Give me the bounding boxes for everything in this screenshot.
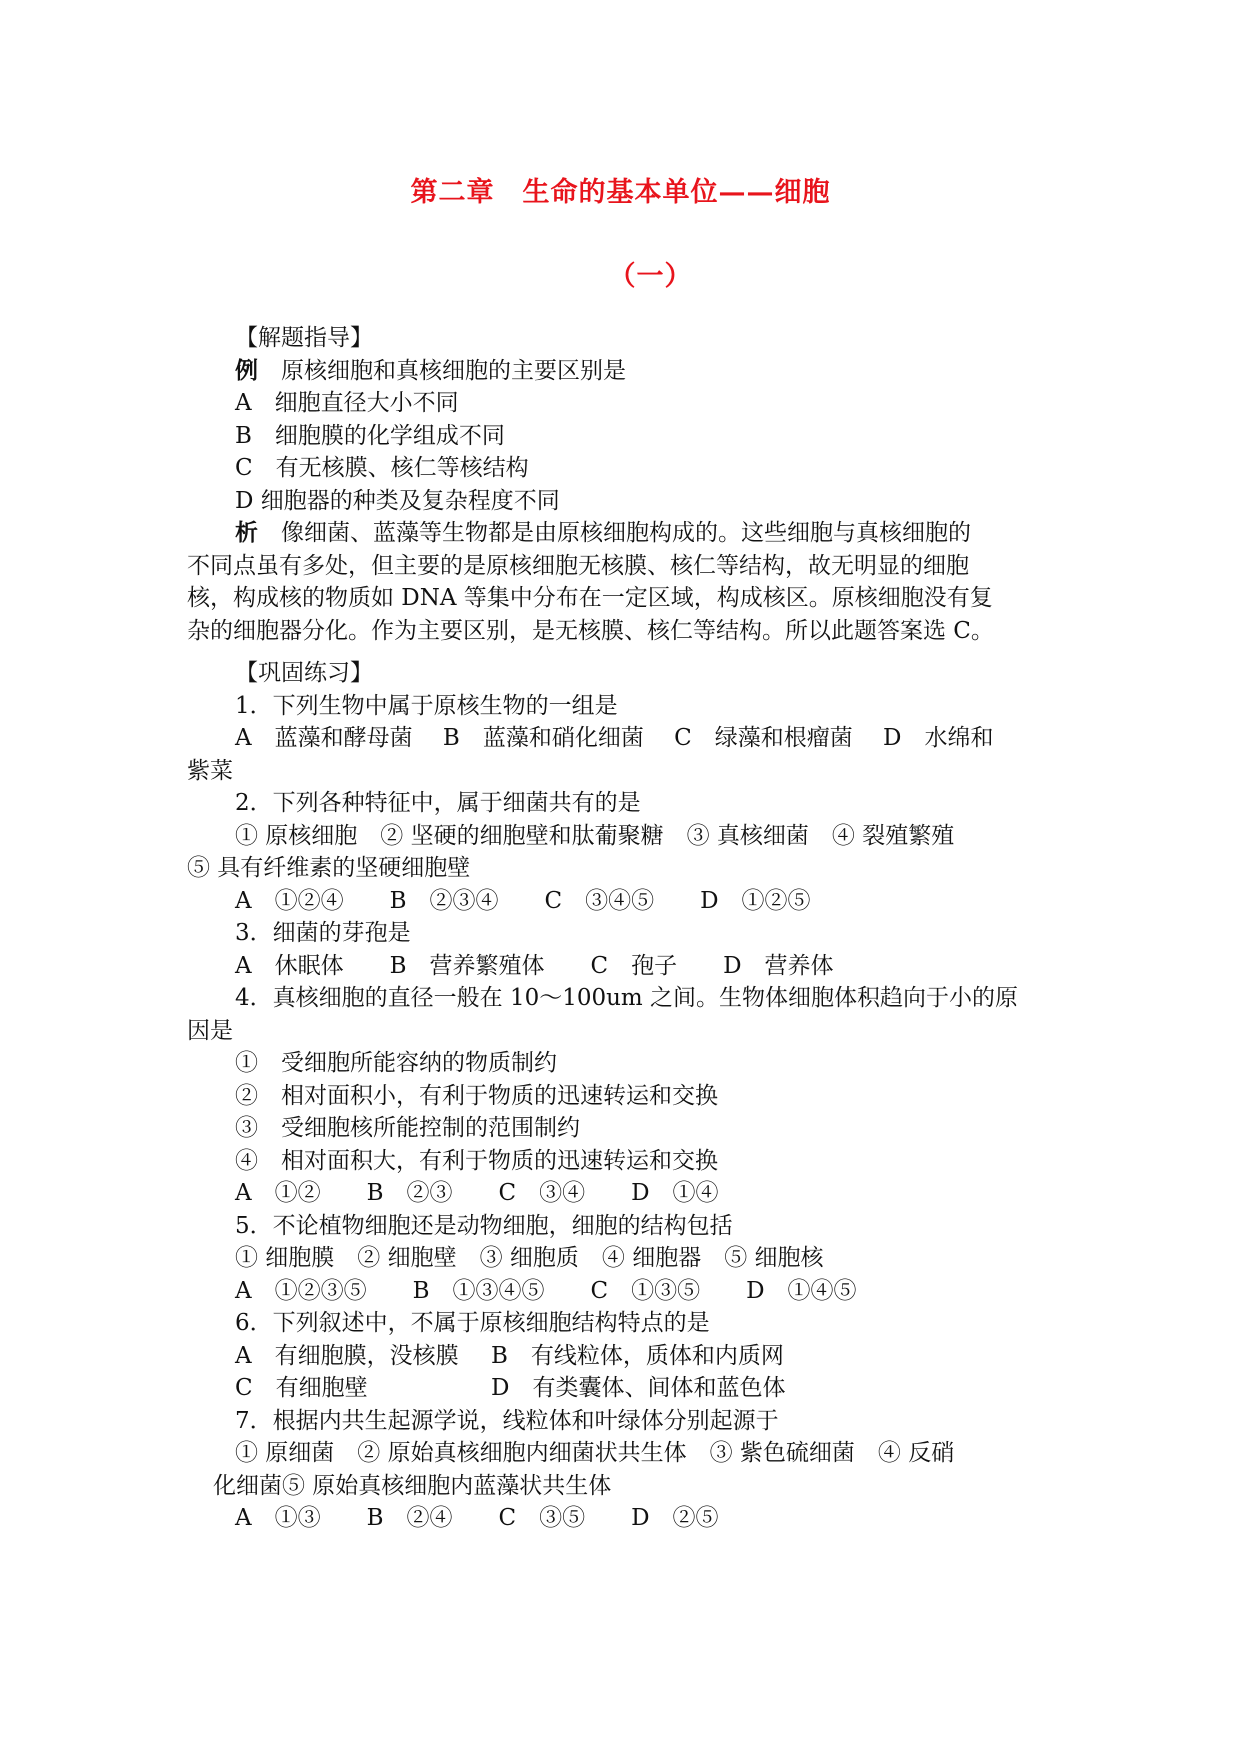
q3-options: A 休眠体 B 营养繁殖体 C 孢子 D 营养体 <box>235 952 834 979</box>
example-option-c: C 有无核膜、核仁等核结构 <box>235 455 529 481</box>
q6-option-c: C 有细胞壁 <box>235 1375 368 1401</box>
document-body <box>187 322 1047 1535</box>
q6-option-b: B 有线粒体，质体和内质网 <box>491 1342 784 1369</box>
example-option-a: A 细胞直径大小不同 <box>235 390 459 416</box>
q2-items-wrap: ⑤ 具有纤维素的坚硬细胞壁 <box>187 855 471 881</box>
q4-item-3: ③ 受细胞核所能控制的范围制约 <box>235 1115 580 1141</box>
q6-option-d: D 有类囊体、间体和蓝色体 <box>491 1375 786 1401</box>
q7-items-wrap: 化细菌⑤ 原始真核细胞内蓝藻状共生体 <box>213 1472 612 1499</box>
practice-heading: 【巩固练习】 <box>235 660 373 686</box>
q7-stem: 7．根据内共生起源学说，线粒体和叶绿体分别起源于 <box>235 1407 779 1434</box>
q6-stem: 6．下列叙述中，不属于原核细胞结构特点的是 <box>235 1310 710 1336</box>
q7-options: A ①③ B ②④ C ③⑤ D ②⑤ <box>235 1505 719 1531</box>
analysis-label: 析 <box>235 519 258 546</box>
q5-stem: 5．不论植物细胞还是动物细胞，细胞的结构包括 <box>235 1212 733 1239</box>
q4-options: A ①② B ②③ C ③④ D ①④ <box>235 1180 719 1206</box>
q2-items: ① 原核细胞 ② 坚硬的细胞壁和肽葡聚糖 ③ 真核细菌 ④ 裂殖繁殖 <box>235 822 955 849</box>
q4-item-1: ① 受细胞所能容纳的物质制约 <box>235 1050 557 1076</box>
example-question-text: 原核细胞和真核细胞的主要区别是 <box>281 357 626 384</box>
q1-stem: 1．下列生物中属于原核生物的一组是 <box>235 692 618 719</box>
example-question <box>187 355 1047 388</box>
q7-items: ① 原细菌 ② 原始真核细胞内细菌状共生体 ③ 紫色硫细菌 ④ 反硝 <box>235 1440 955 1466</box>
example-option-d: D 细胞器的种类及复杂程度不同 <box>235 487 560 514</box>
q4-stem: 4．真核细胞的直径一般在 10～100um 之间。生物体细胞体积趋向于小的原 <box>235 985 1019 1011</box>
q3-stem: 3．细菌的芽孢是 <box>235 920 411 946</box>
analysis-line-4: 杂的细胞器分化。作为主要区别，是无核膜、核仁等结构。所以此题答案选 C。 <box>187 617 994 644</box>
analysis-line-1 <box>187 517 1047 550</box>
q6-option-a: A 有细胞膜，没核膜 <box>235 1342 459 1369</box>
q6-options-ab <box>187 1340 1047 1373</box>
q2-stem: 2．下列各种特征中，属于细菌共有的是 <box>235 790 641 816</box>
q4-stem-wrap: 因是 <box>187 1017 233 1044</box>
q1-options-wrap: 紫菜 <box>187 757 233 784</box>
analysis-line-3: 核，构成核的物质如 DNA 等集中分布在一定区域，构成核区。原核细胞没有复 <box>187 585 993 611</box>
example-option-b: B 细胞膜的化学组成不同 <box>235 422 505 449</box>
q2-options: A ①②④ B ②③④ C ③④⑤ D ①②⑤ <box>235 887 811 914</box>
chapter-title: 第二章 生命的基本单位——细胞 <box>410 177 831 208</box>
q5-options: A ①②③⑤ B ①③④⑤ C ①③⑤ D ①④⑤ <box>235 1277 857 1304</box>
analysis-text-1: 像细菌、蓝藻等生物都是由原核细胞构成的。这些细胞与真核细胞的 <box>281 520 971 546</box>
q6-options-cd <box>187 1372 1047 1405</box>
q4-item-4: ④ 相对面积大，有利于物质的迅速转运和交换 <box>235 1147 718 1174</box>
example-label: 例 <box>235 356 258 384</box>
analysis-line-2: 不同点虽有多处，但主要的是原核细胞无核膜、核仁等结构，故无明显的细胞 <box>187 552 969 579</box>
section-subtitle: （一） <box>608 261 693 292</box>
guide-heading: 【解题指导】 <box>235 325 373 351</box>
q4-item-2: ② 相对面积小，有利于物质的迅速转运和交换 <box>235 1082 718 1109</box>
q1-options: A 蓝藻和酵母菌 B 蓝藻和硝化细菌 C 绿藻和根瘤菌 D 水绵和 <box>235 725 994 751</box>
q5-items: ① 细胞膜 ② 细胞壁 ③ 细胞质 ④ 细胞器 ⑤ 细胞核 <box>235 1245 824 1271</box>
